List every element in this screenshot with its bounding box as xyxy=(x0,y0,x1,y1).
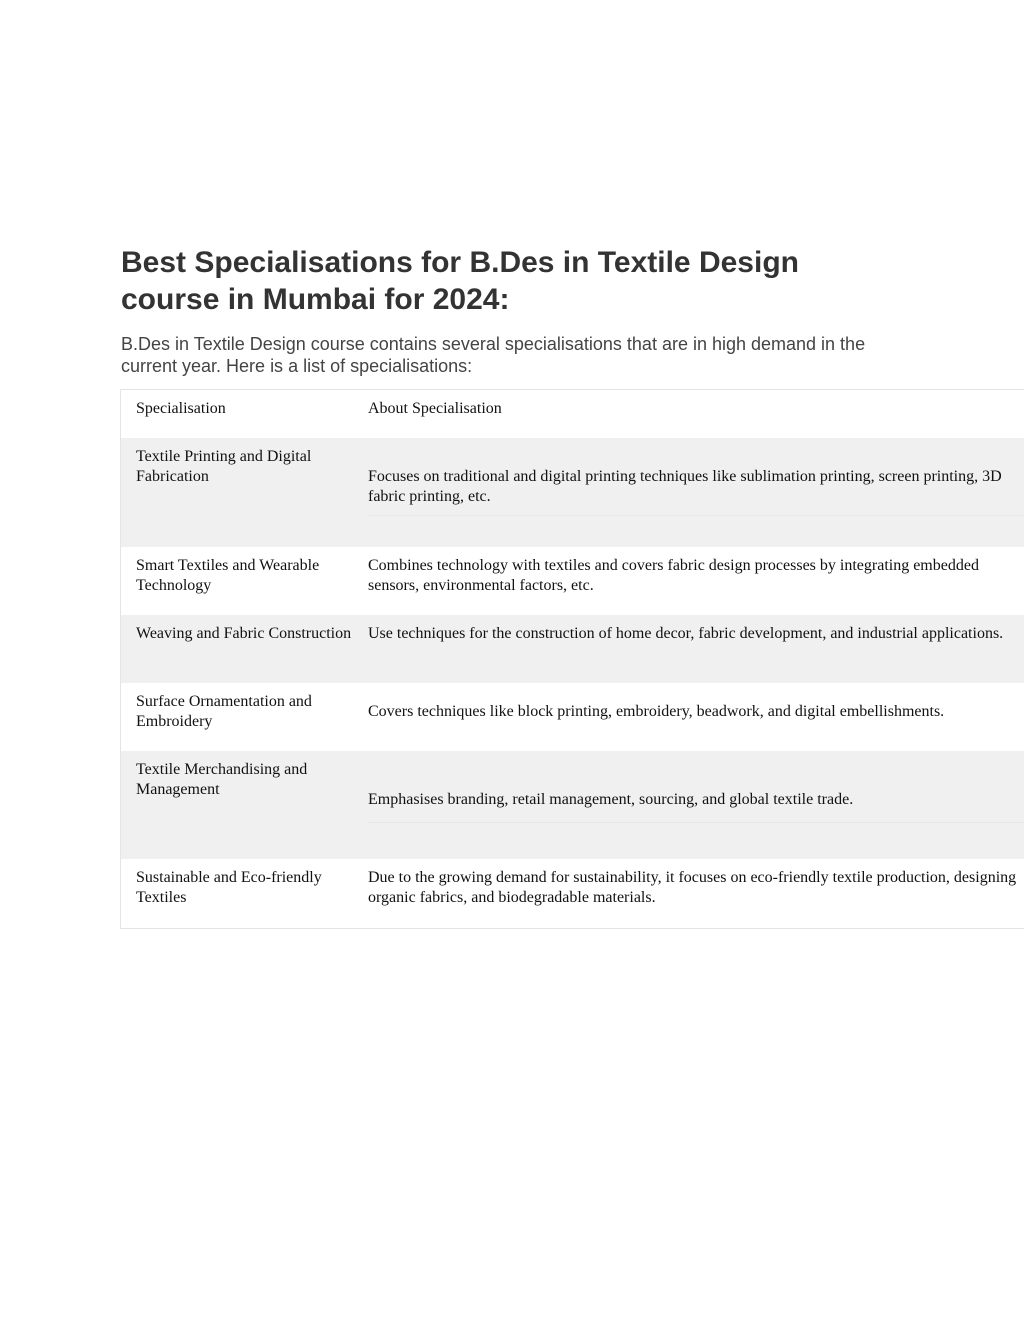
about-cell: Use techniques for the construction of home decor, fabric development, and industrial applications. xyxy=(368,625,1004,642)
header-specialisation: Specialisation xyxy=(136,400,226,417)
header-about-specialisation: About Specialisation xyxy=(368,400,502,417)
specialisation-cell: Smart Textiles and Wearable Technology xyxy=(136,557,320,594)
specialisations-table xyxy=(120,389,1024,929)
intro-paragraph: B.Des in Textile Design course contains several specialisations that are in high demand in the current year. Here is a list of specialisations: xyxy=(121,334,866,376)
table-header-row xyxy=(121,390,1024,438)
about-cell: Covers techniques like block printing, embroidery, beadwork, and digital embellishments. xyxy=(368,703,945,720)
cell-divider xyxy=(368,515,1024,516)
table-row xyxy=(121,615,1024,683)
table-row xyxy=(121,859,1024,928)
table-row xyxy=(121,438,1024,547)
specialisation-cell: Surface Ornamentation and Embroidery xyxy=(136,693,312,730)
specialisation-cell: Weaving and Fabric Construction xyxy=(136,625,352,642)
specialisation-cell: Textile Merchandising and Management xyxy=(136,761,308,798)
about-cell: Focuses on traditional and digital printing techniques like sublimation printing, screen printing, 3D fabric printing, etc. xyxy=(368,468,1002,505)
about-cell: Emphasises branding, retail management, sourcing, and global textile trade. xyxy=(368,791,854,808)
table-row xyxy=(121,751,1024,859)
about-cell: Combines technology with textiles and covers fabric design processes by integrating embedded sensors, environmental factors, etc. xyxy=(368,557,979,594)
specialisation-cell: Textile Printing and Digital Fabrication xyxy=(136,448,312,485)
about-cell: Due to the growing demand for sustainability, it focuses on eco-friendly textile production, designing organic fabrics, and biodegradable materials. xyxy=(368,869,1017,906)
cell-divider xyxy=(368,822,1024,823)
page-title: Best Specialisations for B.Des in Textile Design course in Mumbai for 2024: xyxy=(121,246,799,316)
specialisation-cell: Sustainable and Eco-friendly Textiles xyxy=(136,869,322,906)
table-row xyxy=(121,547,1024,615)
table-row xyxy=(121,683,1024,751)
